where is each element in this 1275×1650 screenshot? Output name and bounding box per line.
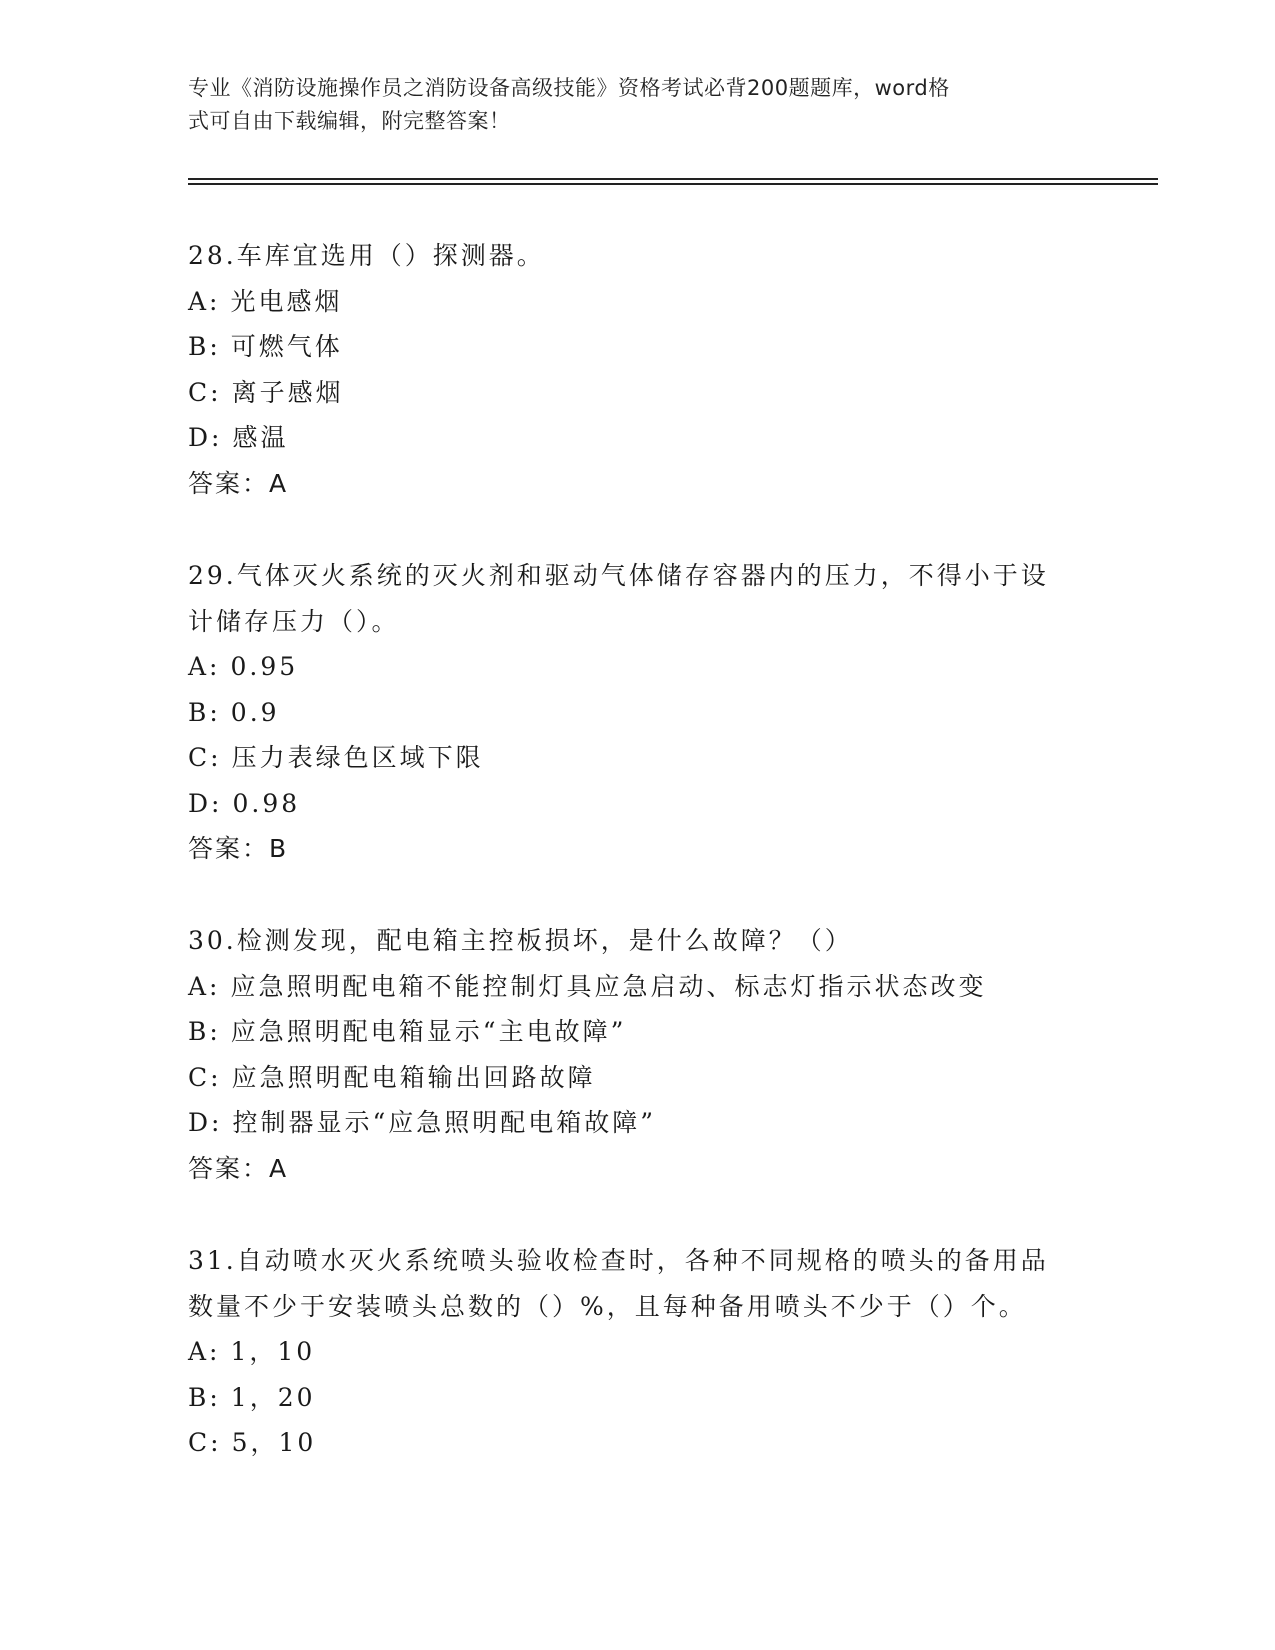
question-stem: 30.检测发现，配电箱主控板损坏，是什么故障？（）	[188, 926, 853, 955]
option-text: 5，10	[231, 1428, 317, 1457]
option-text: 感温	[232, 423, 289, 452]
option-letter: C:	[188, 1062, 222, 1092]
answer-line: 答案：A	[188, 468, 289, 498]
option-c	[188, 1055, 1088, 1101]
option-b	[188, 324, 1088, 370]
option-b	[188, 1009, 1088, 1055]
option-text: 控制器显示“应急照明配电箱故障”	[232, 1108, 657, 1137]
option-text: 可燃气体	[230, 332, 343, 361]
option-text: 应急照明配电箱输出回路故障	[231, 1062, 596, 1092]
header-line-1: 专业《消防设施操作员之消防设备高级技能》资格考试必背200题题库，word格	[188, 76, 950, 100]
header-rule-top	[188, 178, 1158, 180]
question-31	[188, 1238, 1088, 1466]
document-header	[188, 72, 1078, 138]
answer-line: 答案：A	[188, 1153, 289, 1183]
option-letter: C:	[188, 743, 222, 772]
option-letter: B:	[188, 332, 221, 361]
question-stem-line-2: 计储存压力（）。	[188, 606, 400, 636]
option-b	[188, 690, 1088, 736]
option-text: 0.9	[230, 697, 280, 727]
option-a	[188, 964, 1088, 1010]
option-text: 1，20	[230, 1382, 316, 1412]
option-a	[188, 644, 1088, 690]
option-letter: C:	[188, 377, 222, 407]
question-29	[188, 553, 1088, 872]
header-rule-bottom	[188, 183, 1158, 185]
option-d	[188, 415, 1088, 461]
question-stem-line-2: 数量不少于安装喷头总数的（）%，且每种备用喷头不少于（）个。	[188, 1291, 1027, 1321]
option-c	[188, 370, 1088, 416]
option-c	[188, 1420, 1088, 1466]
option-letter: A:	[188, 286, 221, 316]
question-30	[188, 918, 1088, 1191]
option-text: 光电感烟	[230, 286, 343, 316]
option-text: 离子感烟	[231, 377, 344, 407]
option-a	[188, 279, 1088, 325]
option-letter: A:	[188, 652, 221, 681]
option-letter: C:	[188, 1428, 222, 1457]
question-stem: 28.车库宜选用（）探测器。	[188, 241, 545, 270]
option-text: 0.98	[232, 788, 301, 818]
option-c	[188, 735, 1088, 781]
question-stem-line-1: 31.自动喷水灭火系统喷头验收检查时，各种不同规格的喷头的备用品	[188, 1246, 1049, 1275]
option-d	[188, 1100, 1088, 1146]
option-text: 应急照明配电箱显示“主电故障”	[230, 1017, 627, 1046]
option-letter: B:	[188, 1382, 221, 1412]
question-stem-line-1: 29.气体灭火系统的灭火剂和驱动气体储存容器内的压力，不得小于设	[188, 561, 1049, 590]
option-letter: D:	[188, 423, 223, 452]
option-letter: D:	[188, 788, 223, 818]
header-line-2: 式可自由下载编辑，附完整答案！	[188, 109, 511, 133]
question-28	[188, 233, 1088, 506]
option-b	[188, 1375, 1088, 1421]
option-text: 1，10	[230, 1337, 316, 1366]
option-letter: D:	[188, 1108, 223, 1137]
option-d	[188, 781, 1088, 827]
answer-line: 答案：B	[188, 834, 289, 863]
option-letter: A:	[188, 971, 221, 1001]
option-a	[188, 1329, 1088, 1375]
option-text: 压力表绿色区域下限	[231, 743, 484, 772]
option-letter: A:	[188, 1337, 221, 1366]
option-letter: B:	[188, 697, 221, 727]
option-text: 应急照明配电箱不能控制灯具应急启动、标志灯指示状态改变	[230, 971, 987, 1001]
option-letter: B:	[188, 1017, 221, 1046]
option-text: 0.95	[230, 652, 299, 681]
